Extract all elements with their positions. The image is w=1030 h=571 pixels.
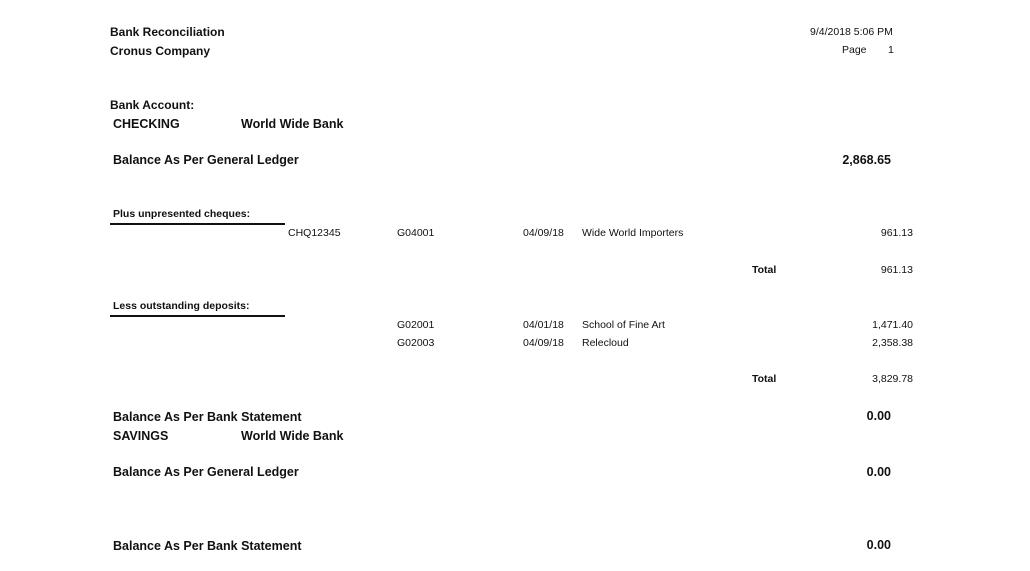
statement-balance-value: 0.00 bbox=[866, 538, 891, 552]
gl-balance-value: 2,868.65 bbox=[842, 153, 891, 167]
report-datetime: 9/4/2018 5:06 PM bbox=[810, 26, 893, 38]
deposits-total-label: Total bbox=[752, 373, 777, 385]
description: School of Fine Art bbox=[582, 319, 665, 331]
statement-balance-label: Balance As Per Bank Statement bbox=[113, 539, 302, 553]
description: Wide World Importers bbox=[582, 227, 684, 239]
amount: 2,358.38 bbox=[872, 337, 913, 349]
amount: 1,471.40 bbox=[872, 319, 913, 331]
document-number: G02003 bbox=[397, 337, 435, 349]
document-number: G04001 bbox=[397, 227, 435, 239]
description: Relecloud bbox=[582, 337, 629, 349]
cheques-total-label: Total bbox=[752, 264, 777, 276]
cheques-heading-underline bbox=[110, 223, 285, 225]
statement-balance-label: Balance As Per Bank Statement bbox=[113, 410, 302, 424]
report-title: Bank Reconciliation bbox=[110, 25, 225, 39]
account-code-checking: CHECKING bbox=[113, 117, 180, 131]
cheque-number: CHQ12345 bbox=[288, 227, 341, 239]
account-bank-savings: World Wide Bank bbox=[241, 429, 344, 443]
posting-date: 04/01/18 bbox=[523, 319, 564, 331]
gl-balance-label: Balance As Per General Ledger bbox=[113, 153, 299, 167]
account-code-savings: SAVINGS bbox=[113, 429, 169, 443]
page-label: Page bbox=[842, 44, 867, 56]
bank-account-label: Bank Account: bbox=[110, 98, 195, 112]
document-number: G02001 bbox=[397, 319, 435, 331]
amount: 961.13 bbox=[880, 227, 913, 239]
cheques-total-value: 961.13 bbox=[880, 264, 913, 276]
account-bank-checking: World Wide Bank bbox=[241, 117, 344, 131]
deposits-total-value: 3,829.78 bbox=[872, 373, 913, 385]
company-name: Cronus Company bbox=[110, 44, 211, 58]
gl-balance-value: 0.00 bbox=[866, 465, 891, 479]
deposits-heading: Less outstanding deposits: bbox=[113, 300, 250, 312]
cheques-heading: Plus unpresented cheques: bbox=[113, 208, 251, 220]
posting-date: 04/09/18 bbox=[523, 337, 564, 349]
page-number: 1 bbox=[888, 44, 894, 56]
statement-balance-value: 0.00 bbox=[866, 409, 891, 423]
gl-balance-label: Balance As Per General Ledger bbox=[113, 465, 299, 479]
deposits-heading-underline bbox=[110, 315, 285, 317]
posting-date: 04/09/18 bbox=[523, 227, 564, 239]
